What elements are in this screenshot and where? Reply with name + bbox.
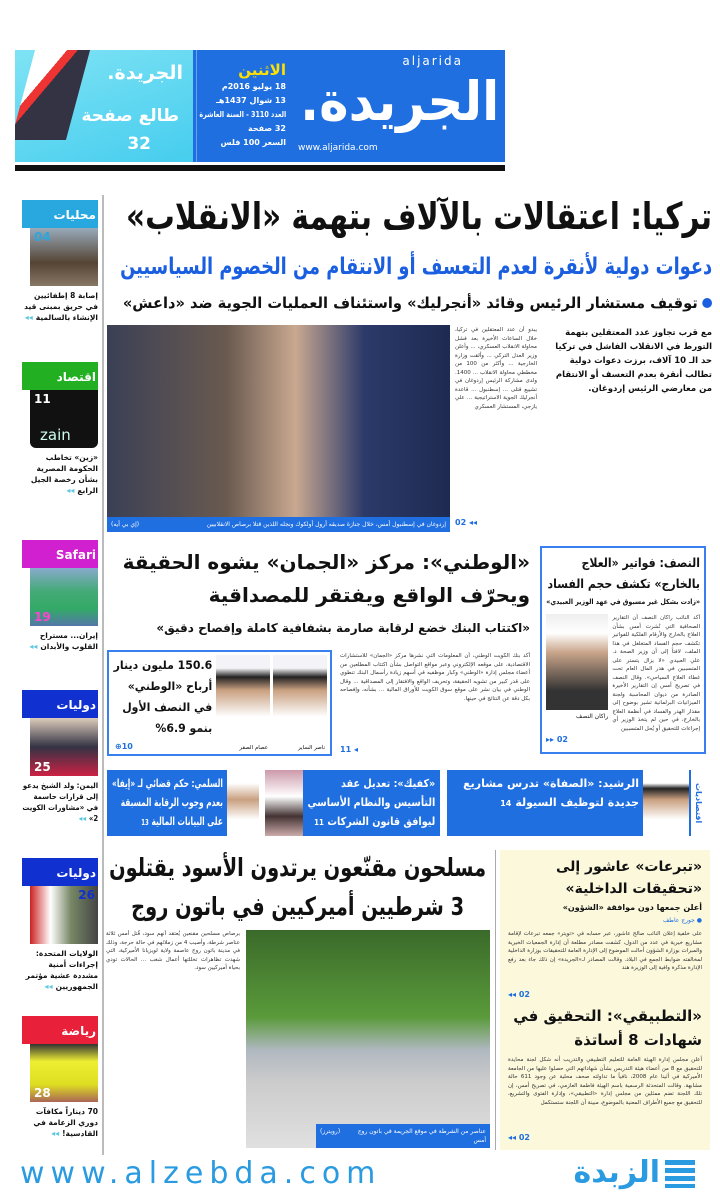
section-tab[interactable]: محليات [22, 200, 98, 228]
watani-headline[interactable]: «الوطني»: مركز «الجمان» يشوه الحقيقة ويحرّف الواقع ويفتقر للمصداقية [122, 550, 530, 607]
sidebar-item-2[interactable] [22, 540, 98, 674]
teaser: اليمن: ولد الشيخ يدعو إلى قرارات حاسمة في «مشاورات الكويت 2»◂◂ [22, 781, 99, 823]
baton-body: برصاص مسلحين مقنعين يُعتقد أنهم سود، قُتل أمس ثلاثة عناصر شرطة، وأصيب 4 من زملائهم في حالة حرجة، وذلك في مدينة باتون روج عاصمة ولاية لويزيانا الأميركية، التي شهدت تظاهرات تخللتها أعمال شغب ... الحالات تودي بحياة أميركيين سود. [106, 931, 240, 971]
arrow-icon: ◂◂ [51, 1129, 60, 1138]
econ-item-2[interactable] [107, 770, 259, 836]
divider [495, 850, 496, 1150]
promo-text: طالع صفحة [81, 106, 179, 126]
teaser: إيران... مستراح القلوب والأبدان◂◂ [29, 631, 98, 651]
promo-page: 32 [127, 134, 151, 154]
teaser: الولايات المتحدة: إجراءات أمنية مشددة عشية مؤتمر الجمهوريين◂◂ [25, 949, 98, 991]
right-column [500, 850, 710, 1150]
nesf-body: أكد النائب راكان النصف أن التقارير الصحافية التي نُشرت أمس بشأن العلاج بالخارج والأرقام الفلكية للفواتير تكشف حجم الفساد المتغلغل في هذا الملف، لافتاً إلى أن وزير الصحة د. علي العبيدي «لا يزال يتستر على المتسببين في هدر المال العام تحت غطاء العلاج السياحي». وقال النصف في تصريح أمس إن التقارير الأخيرة الصادرة من ديوان المحاسبة ولجنة الميزانيات البرلمانية تشير بوضوح إلى مقدار الهدر والفساد في أنظمة العلاج بالخارج، في حين لم يتخذ الوزير أي إجراءات للتحقيق أو يُحل المتسببين [612, 615, 700, 732]
person-photo [643, 770, 689, 836]
teaser: «زين» تخاطب الحكومة المصرية بشأن رخصة الجيل الرابع◂◂ [30, 453, 98, 495]
person-photo [273, 655, 327, 743]
sidebar-item-0[interactable] [22, 200, 98, 334]
econ-label: اقتصاديات [691, 770, 705, 836]
sidebar-item-1[interactable] [22, 362, 98, 496]
promo-logo: الجريدة. [107, 62, 183, 84]
issue-number: العدد 3110 - السنة العاشرة [199, 110, 286, 119]
sidebar-item-4[interactable] [22, 858, 98, 992]
econ-text: السلمي: حكم قضائي لـ «إيفا» بعدم وجوب الرقابة المسبقة على البيانات المالية13 [112, 777, 223, 828]
section-tab[interactable]: Safari [22, 540, 98, 568]
thumb: 04 [30, 228, 98, 286]
profit-headline: 150.6 مليون دينار أرباح «الوطني» في النصف الأول بنمو 6.9% [113, 658, 212, 735]
lead-subhead: دعوات دولية لأنقرة لعدم التعسف أو الانتقام من الخصوم السياسيين [119, 254, 712, 280]
promo-panel[interactable] [15, 50, 193, 162]
ashour-sub: أعلن جمعها دون موافقة «الشؤون» [562, 903, 702, 912]
section-tab[interactable]: دوليات [22, 858, 98, 886]
photo-caption: راكان النصف [576, 713, 609, 720]
menu-lines-icon [665, 1160, 695, 1188]
divider [15, 165, 505, 171]
zain-logo: zain [40, 426, 71, 444]
nesf-photo [546, 614, 608, 710]
sidebar-item-5[interactable] [22, 1016, 98, 1150]
price: السعر 100 فلس [220, 138, 286, 147]
econ-item-0[interactable] [447, 770, 705, 836]
teaser: 70 ديناراً مكافآت دوري الزعامة في القادسية!◂◂ [33, 1107, 98, 1138]
logo [292, 50, 505, 162]
teaser: إصابة 8 إطفائيين في حريق بمبنى قيد الإنشاء بالسالمية◂◂ [24, 291, 98, 322]
thumb: 28 [30, 1044, 98, 1102]
ashour-headline[interactable]: «تبرعات» عاشور إلى «تحقيقات الداخلية» [555, 859, 702, 897]
page-ref[interactable]: 11 [313, 818, 324, 827]
section-tab[interactable]: رياضة [22, 1016, 98, 1044]
page-count: 32 صفحة [247, 124, 286, 133]
econ-item-1[interactable] [265, 770, 440, 836]
thumb: 19 [30, 568, 98, 626]
arrow-icon: ◂ [353, 745, 358, 754]
website[interactable]: www.aljarida.com [298, 143, 378, 153]
page-ref[interactable]: ◂◂ 02 [455, 518, 477, 527]
page-ref[interactable]: 02 ◂◂ [508, 1133, 530, 1142]
person-photo [227, 770, 259, 836]
page-ref[interactable]: ◂ 11 [340, 745, 358, 754]
arrow-icon: ◂◂ [468, 518, 477, 527]
thumb: 25 [30, 718, 98, 776]
column-divider [102, 195, 104, 1155]
date-panel [196, 50, 290, 162]
section-tab[interactable]: دوليات [22, 690, 98, 718]
photo [265, 770, 303, 836]
arrow-icon: ◂◂ [66, 486, 75, 495]
logo-ar: الجريدة. [299, 70, 499, 133]
watani-sub: «اكتتاب البنك خضع لرقابة صارمة بشفافية كاملة وإفصاح دقيق» [156, 621, 530, 635]
plus-icon: ⊕ [115, 742, 122, 751]
date-hijri: 13 شوال 1437هـ [216, 96, 286, 105]
lead-bullet [112, 290, 712, 316]
nesf-story[interactable] [540, 546, 706, 754]
arrow-icon: ◂◂ [29, 642, 38, 651]
lead-photo [107, 325, 450, 532]
arrow-icon: ◂◂ [78, 814, 86, 823]
page-ref[interactable]: ▸▸ 02 [546, 735, 568, 744]
section-tab[interactable]: اقتصاد [22, 362, 98, 390]
watani-profit-box[interactable] [107, 650, 332, 756]
page-ref[interactable]: 02 ◂◂ [508, 990, 530, 999]
bullet-icon [702, 298, 712, 308]
author: ● جورج عاطف [662, 917, 702, 924]
arrow-icon: ▸▸ [546, 735, 555, 744]
lead-summary: مع قرب تجاوز عدد المعتقلين بتهمة التورط في الانقلاب الفاشل في تركيا حد الـ 10 آلاف، برزت دعوات دولية تطالب أنقرة بعدم التعسف أو الانتقام من معارضي الرئيس إردوغان. [555, 328, 712, 394]
arrow-icon: ◂◂ [508, 1133, 517, 1142]
nesf-headline[interactable]: النصف: فواتير «العلاج بالخارج» تكشف حجم الفساد [547, 555, 700, 591]
arrow-icon: ◂◂ [508, 990, 517, 999]
nesf-sub: «زادت بشكل غير مسبوق في عهد الوزير العبيدي» [546, 598, 700, 606]
footer-website[interactable]: www.alzebda.com [20, 1156, 382, 1191]
arrow-icon: ◂◂ [44, 982, 53, 991]
econ-text: الرشيد: «الصفاة» تدرس مشاريع جديدة لتوظيف السيولة14 [463, 777, 639, 809]
econ-text: «كفيك»: تعديل عقد التأسيس والنظام الأساسي ليوافق قانون الشركات11 [307, 777, 435, 828]
lead-headline[interactable]: تركيا: اعتقالات بالآلاف بتهمة «الانقلاب» [126, 195, 713, 238]
page-ref[interactable]: 14 [500, 799, 512, 808]
thumb: 11 zain [30, 390, 98, 448]
photo-caption: عصام الصقر [239, 745, 268, 751]
photo-caption: ناصر الساير [297, 745, 325, 751]
arrow-icon: ◂◂ [24, 313, 33, 322]
bullet-text: توقيف مستشار الرئيس وقائد «أنجرليك» واستئناف العمليات الجوية ضد «داعش» [122, 294, 698, 312]
tatbiqi-headline[interactable]: «التطبيقي»: التحقيق في شهادات 8 أساتذة [513, 1007, 702, 1049]
day: الاثنين [238, 61, 286, 79]
sidebar-item-3[interactable] [22, 690, 98, 824]
page-ref[interactable]: 10⊕ [115, 742, 133, 751]
thumb: 26 [30, 886, 98, 944]
photo-caption: إردوغان في إسطنبول أمس، خلال جنازة صديقه أرول أولكوك ونجله اللذين قتلا برصاص الانقلابيين (إي بي أيه) [107, 517, 450, 532]
lead-body: يبدو أن عدد المعتقلين في تركيا، خلال الساعات الأخيرة بعد فشل محاولة الانقلاب العسكري، ... وأعلن وزير العدل التركي ... وألقت وزارة الخارجية ... وأكثر من 100 من مخططي محاولة الانقلاب ... 1400. ولدى مشاركة الرئيس إردوغان في تشييع قتلى ... إسطنبول ... قاعدة أنجرليك الجوية الاستراتيجية ... علي يازجي، المستشار العسكري [455, 327, 537, 410]
baton-photo [246, 930, 490, 1148]
logo-en: aljarida [402, 54, 463, 68]
person-photo [216, 655, 270, 743]
page-ref[interactable]: 13 [141, 818, 149, 827]
ashour-body: على خلفية إعلان النائب صالح عاشور، عبر حسابه في «تويتر» جمعه تبرعات لإقامة مشاريع خيرية في عدد من الدول، كشفت مصادر مطلعة أن إدارة الجمعيات الخيرية والمبرات بوزارة الشؤون أحالت الموضوع إلى الإدارة العامة للتحقيقات بوزارة الداخلية لمخالفته ضوابط الجمع في البلاد. وقالت المصادر لـ«الجريدة» إن ذلك جاء بعد رفع الإدارة مذكرة وافية إلى الوزيرة هند [508, 931, 702, 971]
watani-body: أكد بنك الكويت الوطني، أن المعلومات التي نشرها مركز «الجمان» للاستشارات الاقتصادية، على موقعه الإلكتروني وعبر مواقع التواصل بشأن اكتتاب المطلعين من أعضاء مجلس إدارة «الوطني» وكبار موظفيه في أسهم زيادة رأسمال البنك تنطوي على قدر كبير من تشويه الحقيقة، وتحريف الواقع والافتقار إلى المصداقية ... وقال الوطني في بيان نشر على موقع سوق الكويت للأوراق المالية ... بشأنه، وإفصاحه بكل دقة عن النتائج في حينها. [340, 653, 530, 702]
date-gregorian: 18 يوليو 2016م [221, 82, 286, 91]
footer-logo: الزبدة [573, 1155, 660, 1190]
photo-caption: عناصر من الشرطة في موقع الجريمة في باتون روج أمس (رويترز) [316, 1124, 490, 1148]
tatbiqi-body: أعلن مجلس إدارة الهيئة العامة للتعليم التطبيقي والتدريب أنه شكل لجنة محايدة للتحقيق مع 8 من أعضاء هيئة التدريس بشأن شهاداتهم التي حصلوا عليها من الجامعة الأميركية في أثينا عام 2008، نافياً ما تداولته صحف محلية عن وجود 611 حالة مشابهة. وقالت المتحدثة الرسمية باسم الهيئة فاطمة العازمي، في تصريح أمس، إن تلك اللجنة تضم ممثلين من مجلس إدارة «التطبيقي»، وإدارة الفتوى والتشريع، للتحقيق مع جميع الأطراف المعنية بالموضوع، مبينة أن اللجنة ستستكمل [508, 1057, 703, 1106]
baton-headline[interactable]: مسلحون مقنّعون يرتدون الأسود يقتلون 3 شرطيين أميركيين في باتون روج [109, 853, 487, 921]
